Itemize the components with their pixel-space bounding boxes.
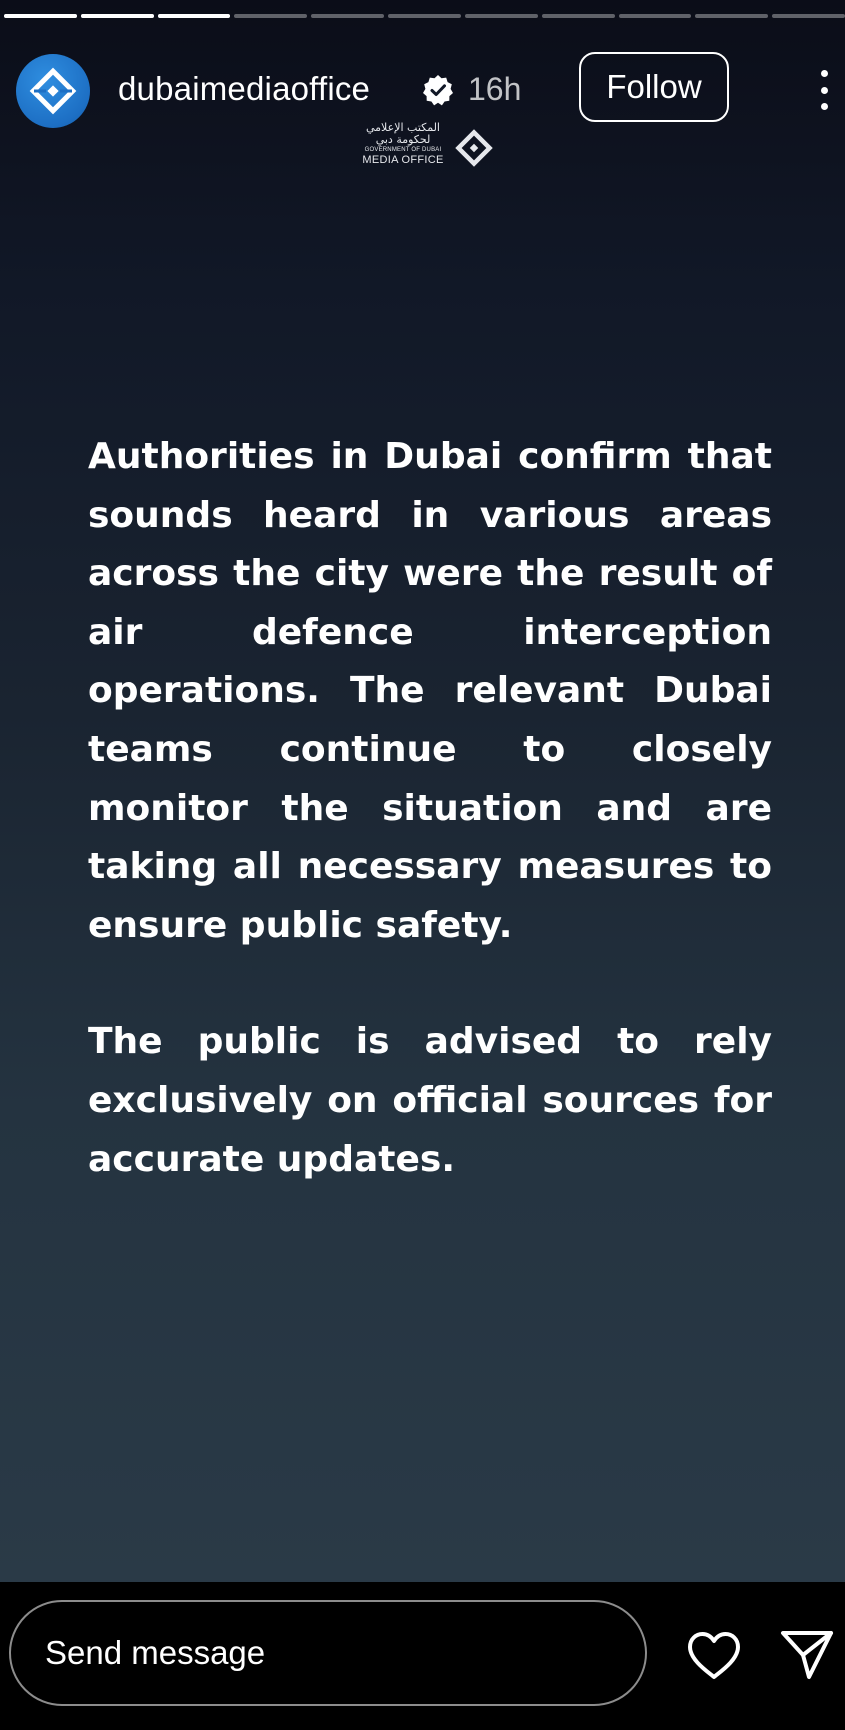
progress-segment: [4, 14, 77, 18]
username[interactable]: dubaimediaoffice: [118, 70, 371, 107]
post-time: 16h: [468, 71, 522, 107]
reply-bar: [0, 1582, 845, 1730]
message-paragraph-2: The public is advised to rely exclusively on official sources for accurate updates.: [88, 1021, 772, 1180]
media-office-logo: [360, 122, 500, 172]
story-message: [88, 428, 772, 1189]
logo-english-main: MEDIA OFFICE: [362, 154, 444, 166]
logo-english-sub: GOVERNMENT OF DUBAI: [364, 147, 442, 153]
progress-segment: [311, 14, 384, 18]
heart-icon-graphic: [686, 1630, 742, 1682]
progress-segment: [465, 14, 538, 18]
progress-segment: [234, 14, 307, 18]
more-vertical-icon[interactable]: [809, 70, 839, 110]
progress-segment: [619, 14, 692, 18]
story-progress-bar: [4, 14, 845, 19]
progress-segment: [542, 14, 615, 18]
progress-segment-fill: [81, 14, 154, 18]
send-icon[interactable]: [778, 1626, 836, 1684]
dubai-media-office-logo-icon: [28, 66, 78, 116]
send-message-input[interactable]: [9, 1600, 647, 1706]
heart-icon[interactable]: [684, 1628, 744, 1684]
progress-segment-fill: [158, 14, 231, 18]
progress-segment: [81, 14, 154, 18]
progress-segment: [772, 14, 845, 18]
avatar[interactable]: [16, 54, 90, 128]
logo-arabic-line1: المكتب الإعلامي: [366, 121, 440, 134]
follow-button[interactable]: Follow: [579, 52, 729, 122]
message-paragraph-1: Authorities in Dubai confirm that sounds heard in various areas across the city were the result of air defence interception operations. The relevant Dubai teams continue to closely monitor the situation and are taking all necessary measures to ensure public safety.: [88, 436, 772, 946]
progress-segment-fill: [4, 14, 77, 18]
diamond-logo-icon: [452, 126, 496, 170]
send-icon-graphic: [779, 1627, 835, 1683]
logo-text: [360, 122, 446, 167]
progress-segment: [388, 14, 461, 18]
verified-badge-icon: [422, 74, 454, 106]
story-header: [16, 52, 845, 132]
logo-arabic-line2: لحكومة دبي: [375, 133, 431, 146]
progress-segment: [695, 14, 768, 18]
progress-segment: [158, 14, 231, 18]
